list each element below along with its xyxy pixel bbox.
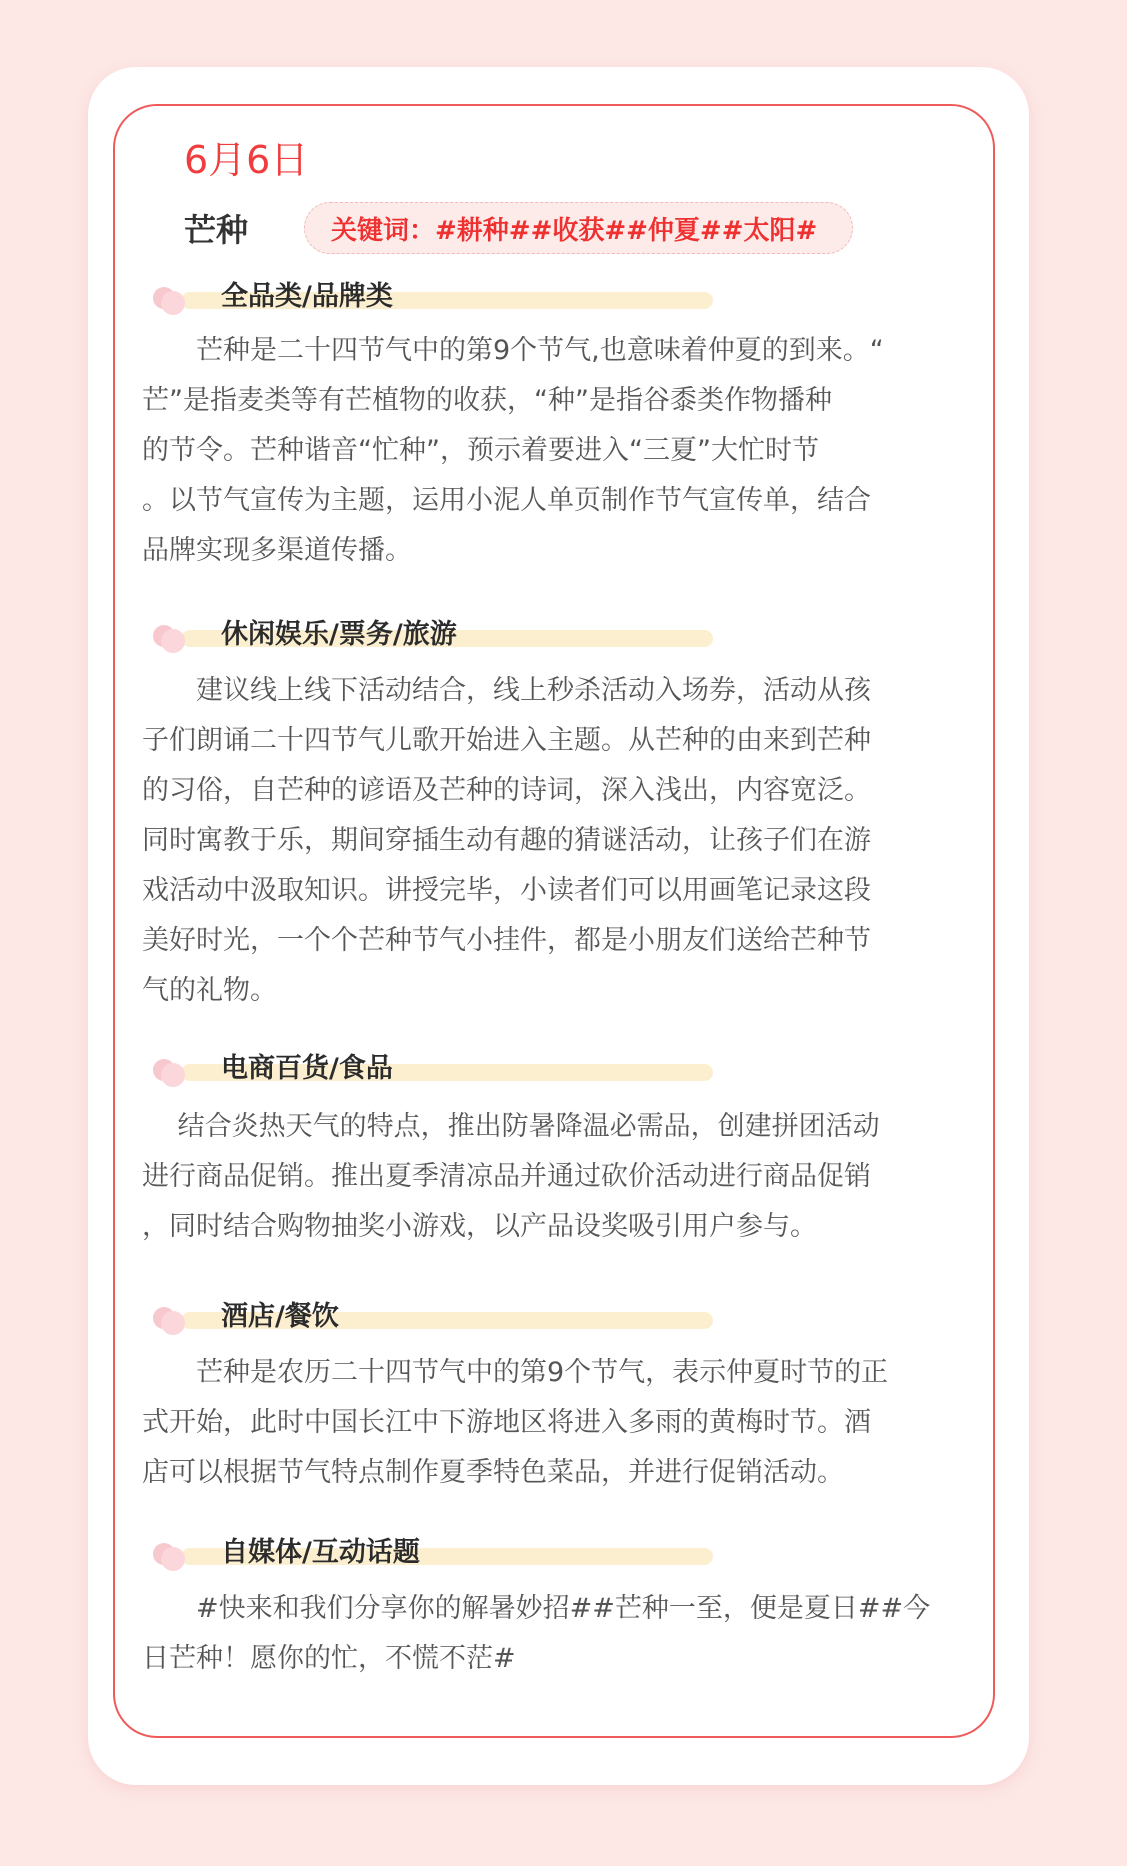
solar-term-title: 芒种 — [184, 211, 249, 249]
section-title: 酒店/餐饮 — [221, 1301, 339, 1332]
pink-dot-icon — [161, 1311, 185, 1335]
section-title: 全品类/品牌类 — [221, 281, 393, 312]
section-text-all-categories: 芒种是二十四节气中的第9个节气,也意味着仲夏的到来。“ 芒”是指麦类等有芒植物的收获，“种”是指谷黍类作物播种 的节令。芒种谐音“忙种”，预示着要进入“三夏”大忙时节 。以节气宣传为主题，运用小泥人单页制作节气宣传单，结合 品牌实现多渠道传播。 — [142, 335, 884, 566]
section-header-hotel — [153, 1297, 713, 1337]
pink-dot-icon — [161, 1547, 185, 1571]
pink-dot-icon — [161, 291, 185, 315]
section-text-self-media: #快来和我们分享你的解暑妙招##芒种一至，便是夏日##今 日芒种！愿你的忙，不慌不茫# — [142, 1593, 931, 1674]
section-header-self-media — [153, 1533, 713, 1573]
pink-dot-icon — [161, 629, 185, 653]
section-title: 休闲娱乐/票务/旅游 — [221, 619, 457, 650]
section-title: 自媒体/互动话题 — [221, 1537, 420, 1568]
section-header-entertainment — [153, 615, 713, 655]
section-text-ecommerce: 结合炎热天气的特点，推出防暑降温必需品，创建拼团活动 进行商品促销。推出夏季清凉品并通过砍价活动进行商品促销 ，同时结合购物抽奖小游戏，以产品设奖吸引用户参与。 — [142, 1111, 880, 1242]
content-card — [88, 67, 1029, 1785]
keywords-text: 关键词：#耕种##收获##仲夏##太阳# — [331, 215, 818, 246]
keywords-badge — [304, 202, 853, 254]
card-frame — [113, 104, 995, 1738]
date-label: 6月6日 — [184, 138, 309, 182]
section-header-all-categories — [153, 277, 713, 317]
section-header-ecommerce — [153, 1049, 713, 1089]
section-text-hotel: 芒种是农历二十四节气中的第9个节气，表示仲夏时节的正 式开始，此时中国长江中下游地区将进入多雨的黄梅时节。酒 店可以根据节气特点制作夏季特色菜品，并进行促销活动。 — [142, 1357, 889, 1488]
section-title: 电商百货/食品 — [221, 1053, 393, 1084]
section-text-entertainment: 建议线上线下活动结合，线上秒杀活动入场券，活动从孩 子们朗诵二十四节气儿歌开始进入主题。从芒种的由来到芒种 的习俗，自芒种的谚语及芒种的诗词，深入浅出，内容宽泛。 同时寓教于乐，期间穿插生动有趣的猜谜活动，让孩子们在游 戏活动中汲取知识。讲授完毕，小读者们可以用画笔记录这段 美好时光，一个个芒种节气小挂件，都是小朋友们送给芒种节 气的礼物。 — [142, 675, 871, 1006]
pink-dot-icon — [161, 1063, 185, 1087]
